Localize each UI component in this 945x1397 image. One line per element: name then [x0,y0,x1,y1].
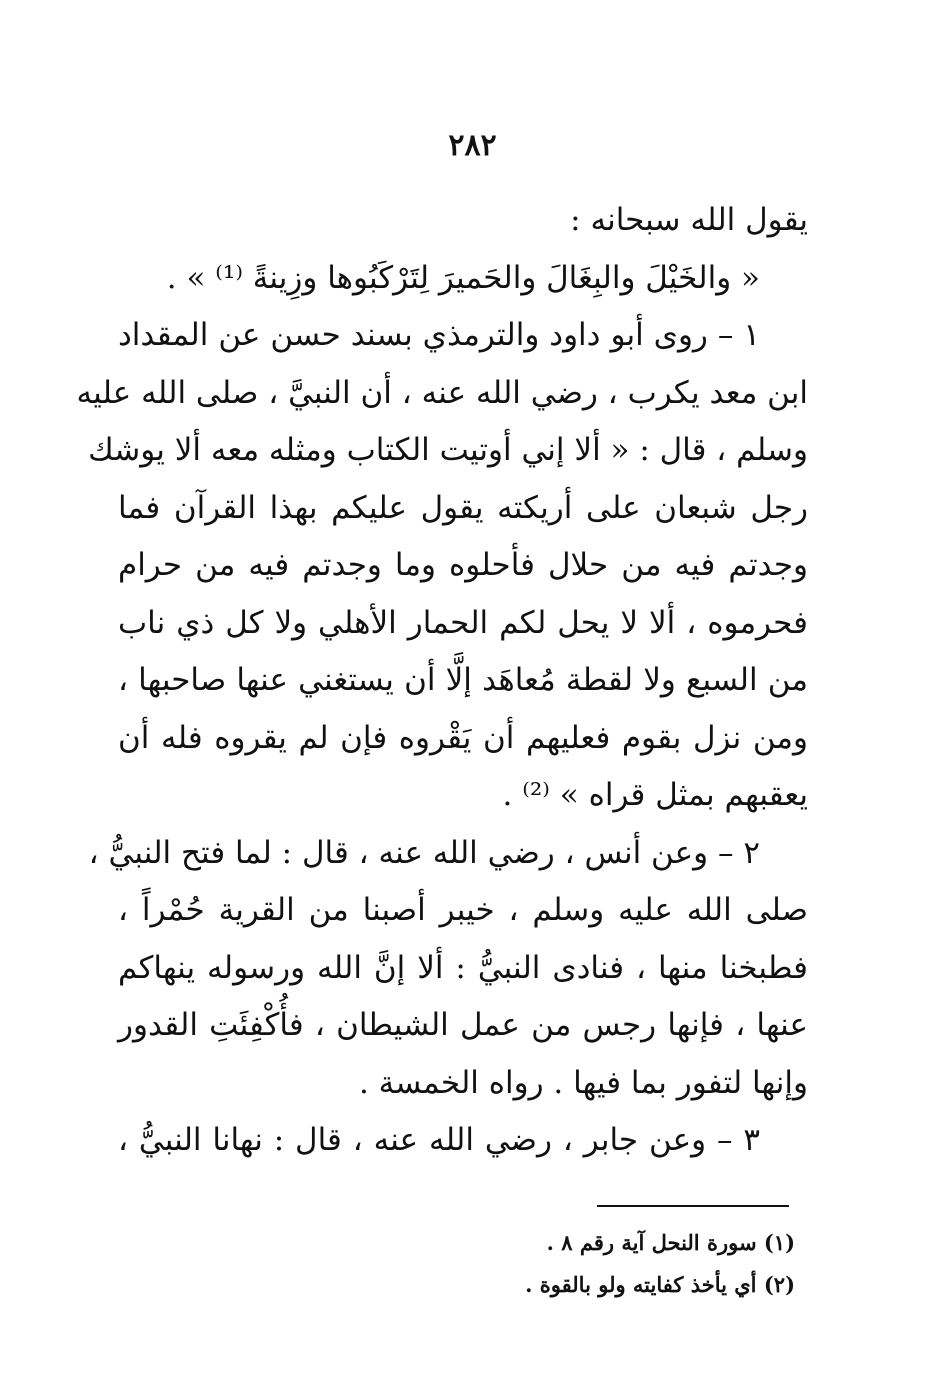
text-line: فطبخنا منها ، فنادى النبيُّ : ألا إنَّ الله ورسوله ينهاكم [118,949,808,986]
footnote-1: (١) سورة النحل آية رقم ٨ . [546,1230,795,1255]
text-line: يقول الله سبحانه : [570,202,808,238]
text-line: ١ – روى أبو داود والترمذي بسند حسن عن المقداد [118,317,760,353]
text-line: ٢ – وعن أنس ، رضي الله عنه ، قال : لما فتح النبيُّ ، [88,834,760,871]
text-line: وإنها لتفور بما فيها . رواه الخمسة . [358,1064,808,1101]
text-line: وجدتم فيه من حلال فأحلوه وما وجدتم فيه من حرام [118,547,808,583]
text-line: صلى الله عليه وسلم ، خيبر أصبنا من القرية حُمْراً ، [118,892,808,928]
text-line: رجل شبعان على أريكته يقول عليكم بهذا القرآن فما [118,489,808,526]
text-line: وسلم ، قال : « ألا إني أوتيت الكتاب ومثله معه ألا يوشك [88,432,808,468]
text-line: عنها ، فإنها رجس من عمل الشيطان ، فأُكْفِئَتِ القدور [118,1007,808,1043]
text-line: من السبع ولا لقطة مُعاهَد إلَّا أن يستغني عنها صاحبها ، [118,662,808,698]
footnote-2: (٢) أي يأخذ كفايته ولو بالقوة . [525,1272,795,1297]
quran-verse-line: « والخَيْلَ والبِغَالَ والحَميرَ لِتَرْكَبُوها وزِينةً ⁽¹⁾ » . [166,259,760,296]
text-line: ابن معد يكرب ، رضي الله عنه ، أن النبيَّ ، صلى الله عليه [76,374,808,411]
text-line: ومن نزل بقوم فعليهم أن يَقْروه فإن لم يقروه فله أن [118,719,808,756]
footnote-divider [597,1205,789,1207]
text-line: فحرموه ، ألا لا يحل لكم الحمار الأهلي ولا كل ذي ناب [118,604,808,641]
footnotes [300,1222,795,1306]
page-number: ٢٨٢ [448,128,497,163]
body-text [76,192,808,1170]
text-line: ٣ – وعن جابر ، رضي الله عنه ، قال : نهانا النبيُّ ، [118,1122,760,1158]
text-line: يعقبهم بمثل قراه » ⁽²⁾ . [502,777,808,813]
